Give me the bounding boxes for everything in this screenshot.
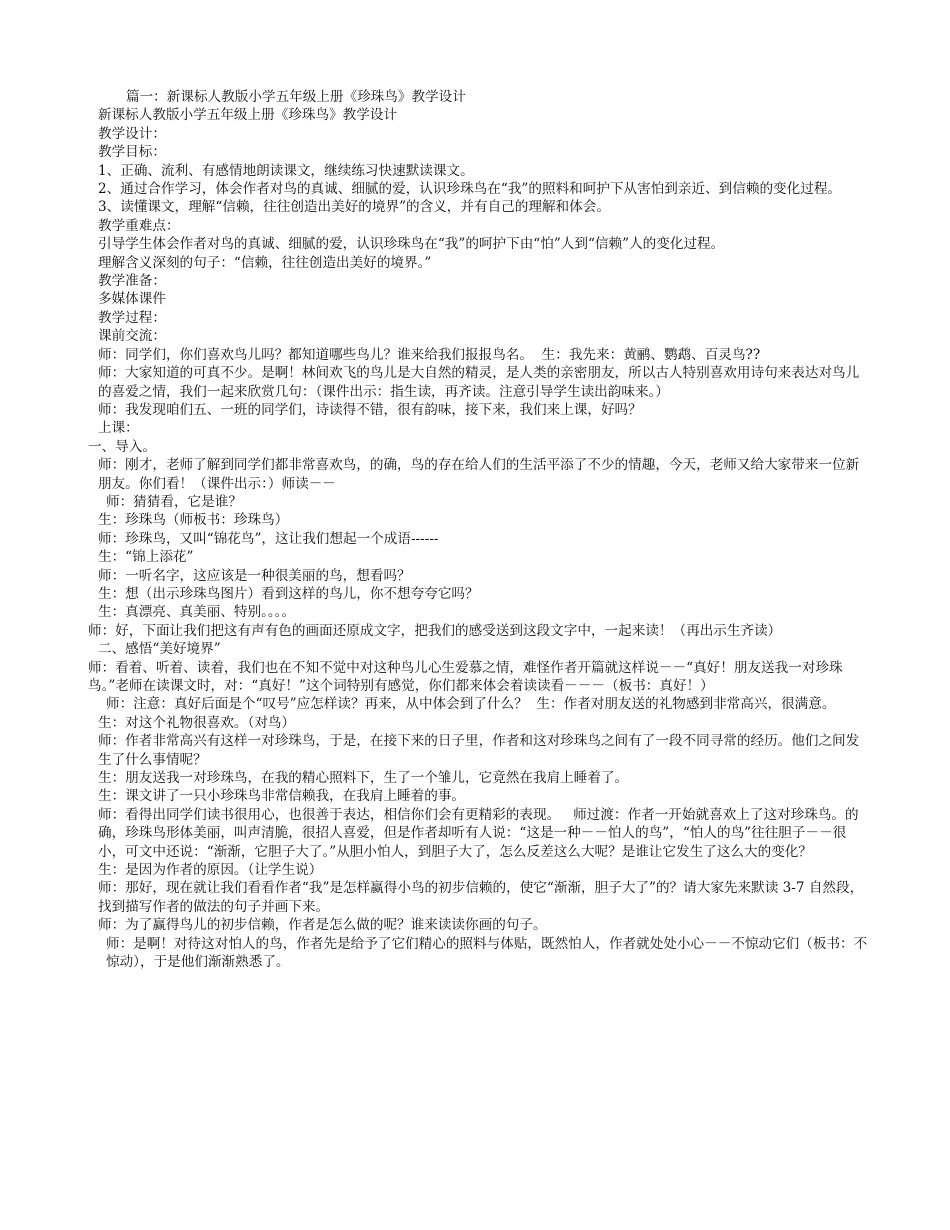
- paragraph: 新课标人教版小学五年级上册《珍珠鸟》教学设计: [98, 107, 398, 124]
- paragraph: 教学目标：: [98, 144, 166, 161]
- paragraph: 师：看着、听着、读着，我们也在不知不觉中对这种鸟儿心生爱慕之情，难怪作者开篇就这样说－－“真好！朋友送我一对珍珠鸟。”老师在读课文时，对：“真好！”这个词特别有感觉，你们都来体会着读读看－－－（板书：真好！）: [88, 659, 843, 694]
- paragraph: 教学准备：: [98, 273, 166, 290]
- paragraph: 2、通过合作学习，体会作者对鸟的真诚、细腻的爱，认识珍珠鸟在“我”的照料和呵护下从害怕到亲近、到信赖的变化过程。: [98, 181, 842, 198]
- paragraph: 师：大家知道的可真不少。是啊！林间欢飞的鸟儿是大自然的精灵，是人类的亲密朋友，所以古人特别喜欢用诗句来表达对鸟儿的喜爱之情，我们一起来欣赏几句：（课件出示：指生读，再齐读。注意引导学生读出韵味来。）: [98, 365, 860, 400]
- paragraph: 师：我发现咱们五、一班的同学们，诗读得不错，很有韵味，接下来，我们来上课，好吗？: [98, 401, 642, 418]
- paragraph: 上课：: [98, 420, 139, 437]
- paragraph: 师：看得出同学们读书很用心，也很善于表达，相信你们会有更精彩的表现。 师过渡：作者一开始就喜欢上了这对珍珠鸟。的确，珍珠鸟形体美丽，叫声清脆，很招人喜爱，但是作者却听有人说：“这是一种－－怕人的鸟”，“怕人的鸟”往往胆子－－很小，可文中还说：“渐渐，它胆子大了。”从胆小怕人，到胆子大了，怎么反差这么大呢？是谁让它发生了这么大的变化？: [98, 806, 859, 860]
- paragraph: 教学重难点：: [98, 217, 180, 234]
- paragraph: 一、导入。: [88, 438, 156, 455]
- paragraph: 师：同学们，你们喜欢鸟儿吗？都知道哪些鸟儿？谁来给我们报报鸟名。 生：我先来：黄鹂、鹦鹉、百灵鸟??: [98, 346, 761, 363]
- paragraph: 理解含义深刻的句子：“信赖，往往创造出美好的境界。”: [98, 254, 432, 271]
- paragraph: 师：珍珠鸟，又叫“锦花鸟”，这让我们想起一个成语------: [98, 530, 439, 547]
- paragraph: 教学过程：: [98, 309, 166, 326]
- paragraph: 生：真漂亮、真美丽、特别。。。。: [98, 604, 296, 621]
- paragraph: 师：是啊！对待这对怕人的鸟，作者先是给予了它们精心的照料与体贴，既然怕人，作者就处处小心－－不惊动它们（板书：不惊动），于是他们渐渐熟悉了。: [106, 935, 868, 971]
- paragraph: 师：好，下面让我们把这有声有色的画面还原成文字，把我们的感受送到这段文字中，一起来读！（再出示生齐读）: [88, 622, 782, 639]
- paragraph: 师：猜猜看，它是谁？: [106, 493, 242, 510]
- paragraph: 3、读懂课文，理解“信赖，往往创造出美好的境界”的含义，并有自己的理解和体会。: [98, 199, 610, 216]
- paragraph: 课前交流：: [98, 328, 166, 345]
- paragraph: 生：珍珠鸟（师板书：珍珠鸟）: [98, 512, 289, 529]
- paragraph: 生：想（出示珍珠鸟图片）看到这样的鸟儿，你不想夸夸它吗？: [98, 585, 479, 602]
- paragraph: 生：朋友送我一对珍珠鸟，在我的精心照料下，生了一个雏儿，它竟然在我肩上睡着了。: [98, 770, 629, 787]
- paragraph: 引导学生体会作者对鸟的真诚、细腻的爱，认识珍珠鸟在“我”的呵护下由“怕”人到“信赖”人的变化过程。: [98, 236, 725, 253]
- paragraph: 师：那好，现在就让我们看看作者“我”是怎样赢得小鸟的初步信赖的，使它“渐渐，胆子大了”的？请大家先来默读 3-7 自然段，找到描写作者的做法的句子并画下来。: [98, 880, 864, 915]
- document-title: 篇一：新课标人教版小学五年级上册《珍珠鸟》教学设计: [126, 89, 466, 105]
- paragraph: 师：一听名字，这应该是一种很美丽的鸟，想看吗？: [98, 567, 411, 584]
- paragraph: 师：作者非常高兴有这样一对珍珠鸟，于是，在接下来的日子里，作者和这对珍珠鸟之间有了一段不同寻常的经历。他们之间发生了什么事情呢？: [98, 733, 860, 768]
- document-body: [88, 88, 868, 972]
- paragraph: 师：为了赢得鸟儿的初步信赖，作者是怎么做的呢？谁来读读你画的句子。: [98, 917, 547, 934]
- paragraph: 生：“锦上添花”: [98, 549, 194, 566]
- paragraph: 1、正确、流利、有感情地朗读课文，继续练习快速默读课文。: [98, 162, 474, 179]
- paragraph: 生：是因为作者的原因。（让学生说）: [98, 862, 323, 879]
- paragraph: 教学设计：: [98, 125, 166, 142]
- paragraph: 师：刚才，老师了解到同学们都非常喜欢鸟，的确，鸟的存在给人们的生活平添了不少的情趣，今天，老师又给大家带来一位新朋友。你们看！（课件出示：）师读－－: [98, 457, 860, 492]
- paragraph: 多媒体课件: [98, 291, 166, 308]
- paragraph: 生：对这个礼物很喜欢。（对鸟）: [98, 714, 296, 731]
- paragraph: 师：注意：真好后面是个“叹号”应怎样读？再来，从中体会到了什么？ 生：作者对朋友送的礼物感到非常高兴，很满意。: [106, 696, 836, 713]
- paragraph: 二、感悟“美好境界”: [98, 641, 221, 658]
- paragraph: 生：课文讲了一只小珍珠鸟非常信赖我，在我肩上睡着的事。: [98, 788, 466, 805]
